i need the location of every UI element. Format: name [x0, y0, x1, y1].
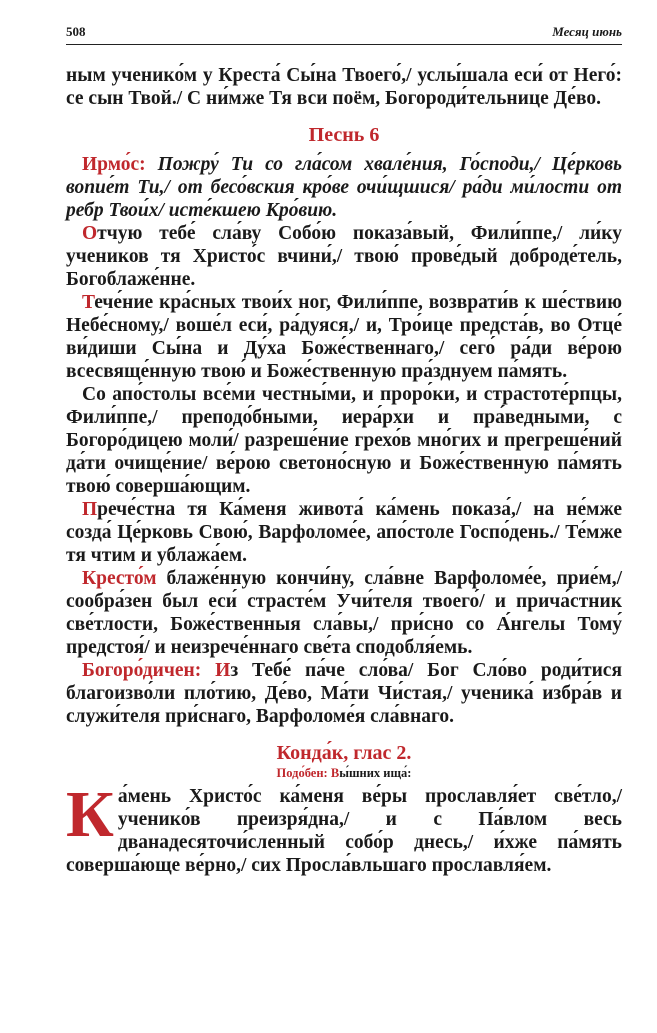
kontakion-text-block — [66, 778, 622, 877]
running-title: Месяц июнь — [552, 24, 622, 39]
troparion-text: ече́ние кра́сных твои́х ног, Фили́ппе, возврати́в к ше́ствию Небе́сному,/ воше́л еси́, ра́дуяся,/ и, Тро́ице предста́в, во Отце́ ви́диши Сы́на и Ду́ха Боже́ственнаго,/ сего́ ра́ди ве́рою всесвяще́нную твою́ и Боже́ственную пра́зднуем па́мять. — [66, 292, 622, 382]
podoben-label: Подо́бен: — [276, 766, 328, 780]
troparion-text: Со апо́столы все́ми честны́ми, и проро́ки, и страстоте́рпцы, Фили́ппе,/ преподо́бными, иера́рхи и пра́ведными, с Богоро́дицею моли́/ разреше́ние грехо́в мно́гих и прегреше́ний да́ти очище́ние/ ве́рою светоно́сную и Боже́ственную па́мять твою́ соверша́ющим. — [66, 384, 622, 497]
troparion-initial: О — [82, 223, 98, 244]
podoben-line — [66, 765, 622, 781]
kontakion-dropcap: К — [66, 778, 114, 851]
troparion-text: тчую тебе́ сла́ву Собо́ю показа́вый, Фили́ппе,/ ли́ку учеников тя Христо́с вчини́,/ твою́ прове́дый доброде́тель, Богоблаже́нне. — [66, 223, 622, 290]
page-header — [66, 24, 622, 45]
song-title: Песнь 6 — [308, 124, 380, 146]
theotokion — [66, 659, 622, 728]
podoben-initial: В — [330, 766, 340, 780]
opening-text: ным ученико́м у Креста́ Сы́на Твоего́,/ услы́шала еси́ от Него́: се сын Твой./ С ни́мже Тя вси поём, Богороди́тельнице Де́во. — [66, 65, 622, 109]
troparion-text: блаже́нную кончи́ну, сла́вне Варфоломе́е, прие́м,/ сообра́зен был еси́ страсте́м Учи́теля твоего́/ и прича́стник све́тлости, Боже́ственныя сла́вы,/ при́сно со А́нгелы Тому́ предстоя́/ и неизрече́ннаго све́та сподобля́емь. — [66, 568, 622, 658]
kontakion-text: а́мень Христо́с ка́меня ве́ры прославля́ет све́тло,/ ученико́в преизря́дна,/ и с Па́влом весь дванадесяточи́сленный собо́р днесь,/ и́хже па́мять соверша́юще ве́рно,/ сих Просла́вльшаго прославля́ем. — [66, 786, 622, 876]
troparion-2 — [66, 291, 622, 383]
theotokion-label: Богоро́дичен: — [82, 660, 202, 681]
troparion-3 — [66, 383, 622, 498]
irmos-label: Ирмо́с: — [82, 154, 146, 175]
page-number: 508 — [66, 24, 86, 39]
kontakion-title: Конда́к, глас 2. — [276, 742, 412, 764]
troparion-5 — [66, 567, 622, 659]
troparion-initial: Кресто́м — [82, 568, 157, 589]
theotokion-text: з Тебе́ па́че сло́ва/ Бог Сло́во роди́тися благоизво́ли пло́тию, Де́во, Ма́ти Чи́стая,/ ученика́ избра́в и служи́теля при́снаго, Варфоломе́я сла́внаго. — [66, 660, 623, 727]
page-body — [66, 64, 622, 877]
troparion-initial: П — [82, 499, 98, 520]
theotokion-initial: И — [215, 660, 231, 681]
troparion-text: рече́стна тя Ка́меня живота́ ка́мень показа́,/ на не́мже созда́ Це́рковь Свою́, Варфоломе́е, апо́столе Госпо́день./ Те́мже тя чтим и ублажа́ем. — [66, 499, 622, 566]
irmos-text: Пожру́ Ти со гла́сом хвале́ния, Го́споди,/ Це́рковь вопие́т Ти,/ от бесо́вския кро́ве очи́щшися/ ра́ди ми́лости от ребр Твои́х/ исте́кшею Кро́вию. — [66, 154, 622, 221]
troparion-4 — [66, 498, 622, 567]
podoben-text: ы́шних ища́: — [339, 766, 412, 780]
troparion-1 — [66, 222, 622, 291]
irmos — [66, 153, 622, 222]
troparion-initial: Т — [82, 292, 95, 313]
